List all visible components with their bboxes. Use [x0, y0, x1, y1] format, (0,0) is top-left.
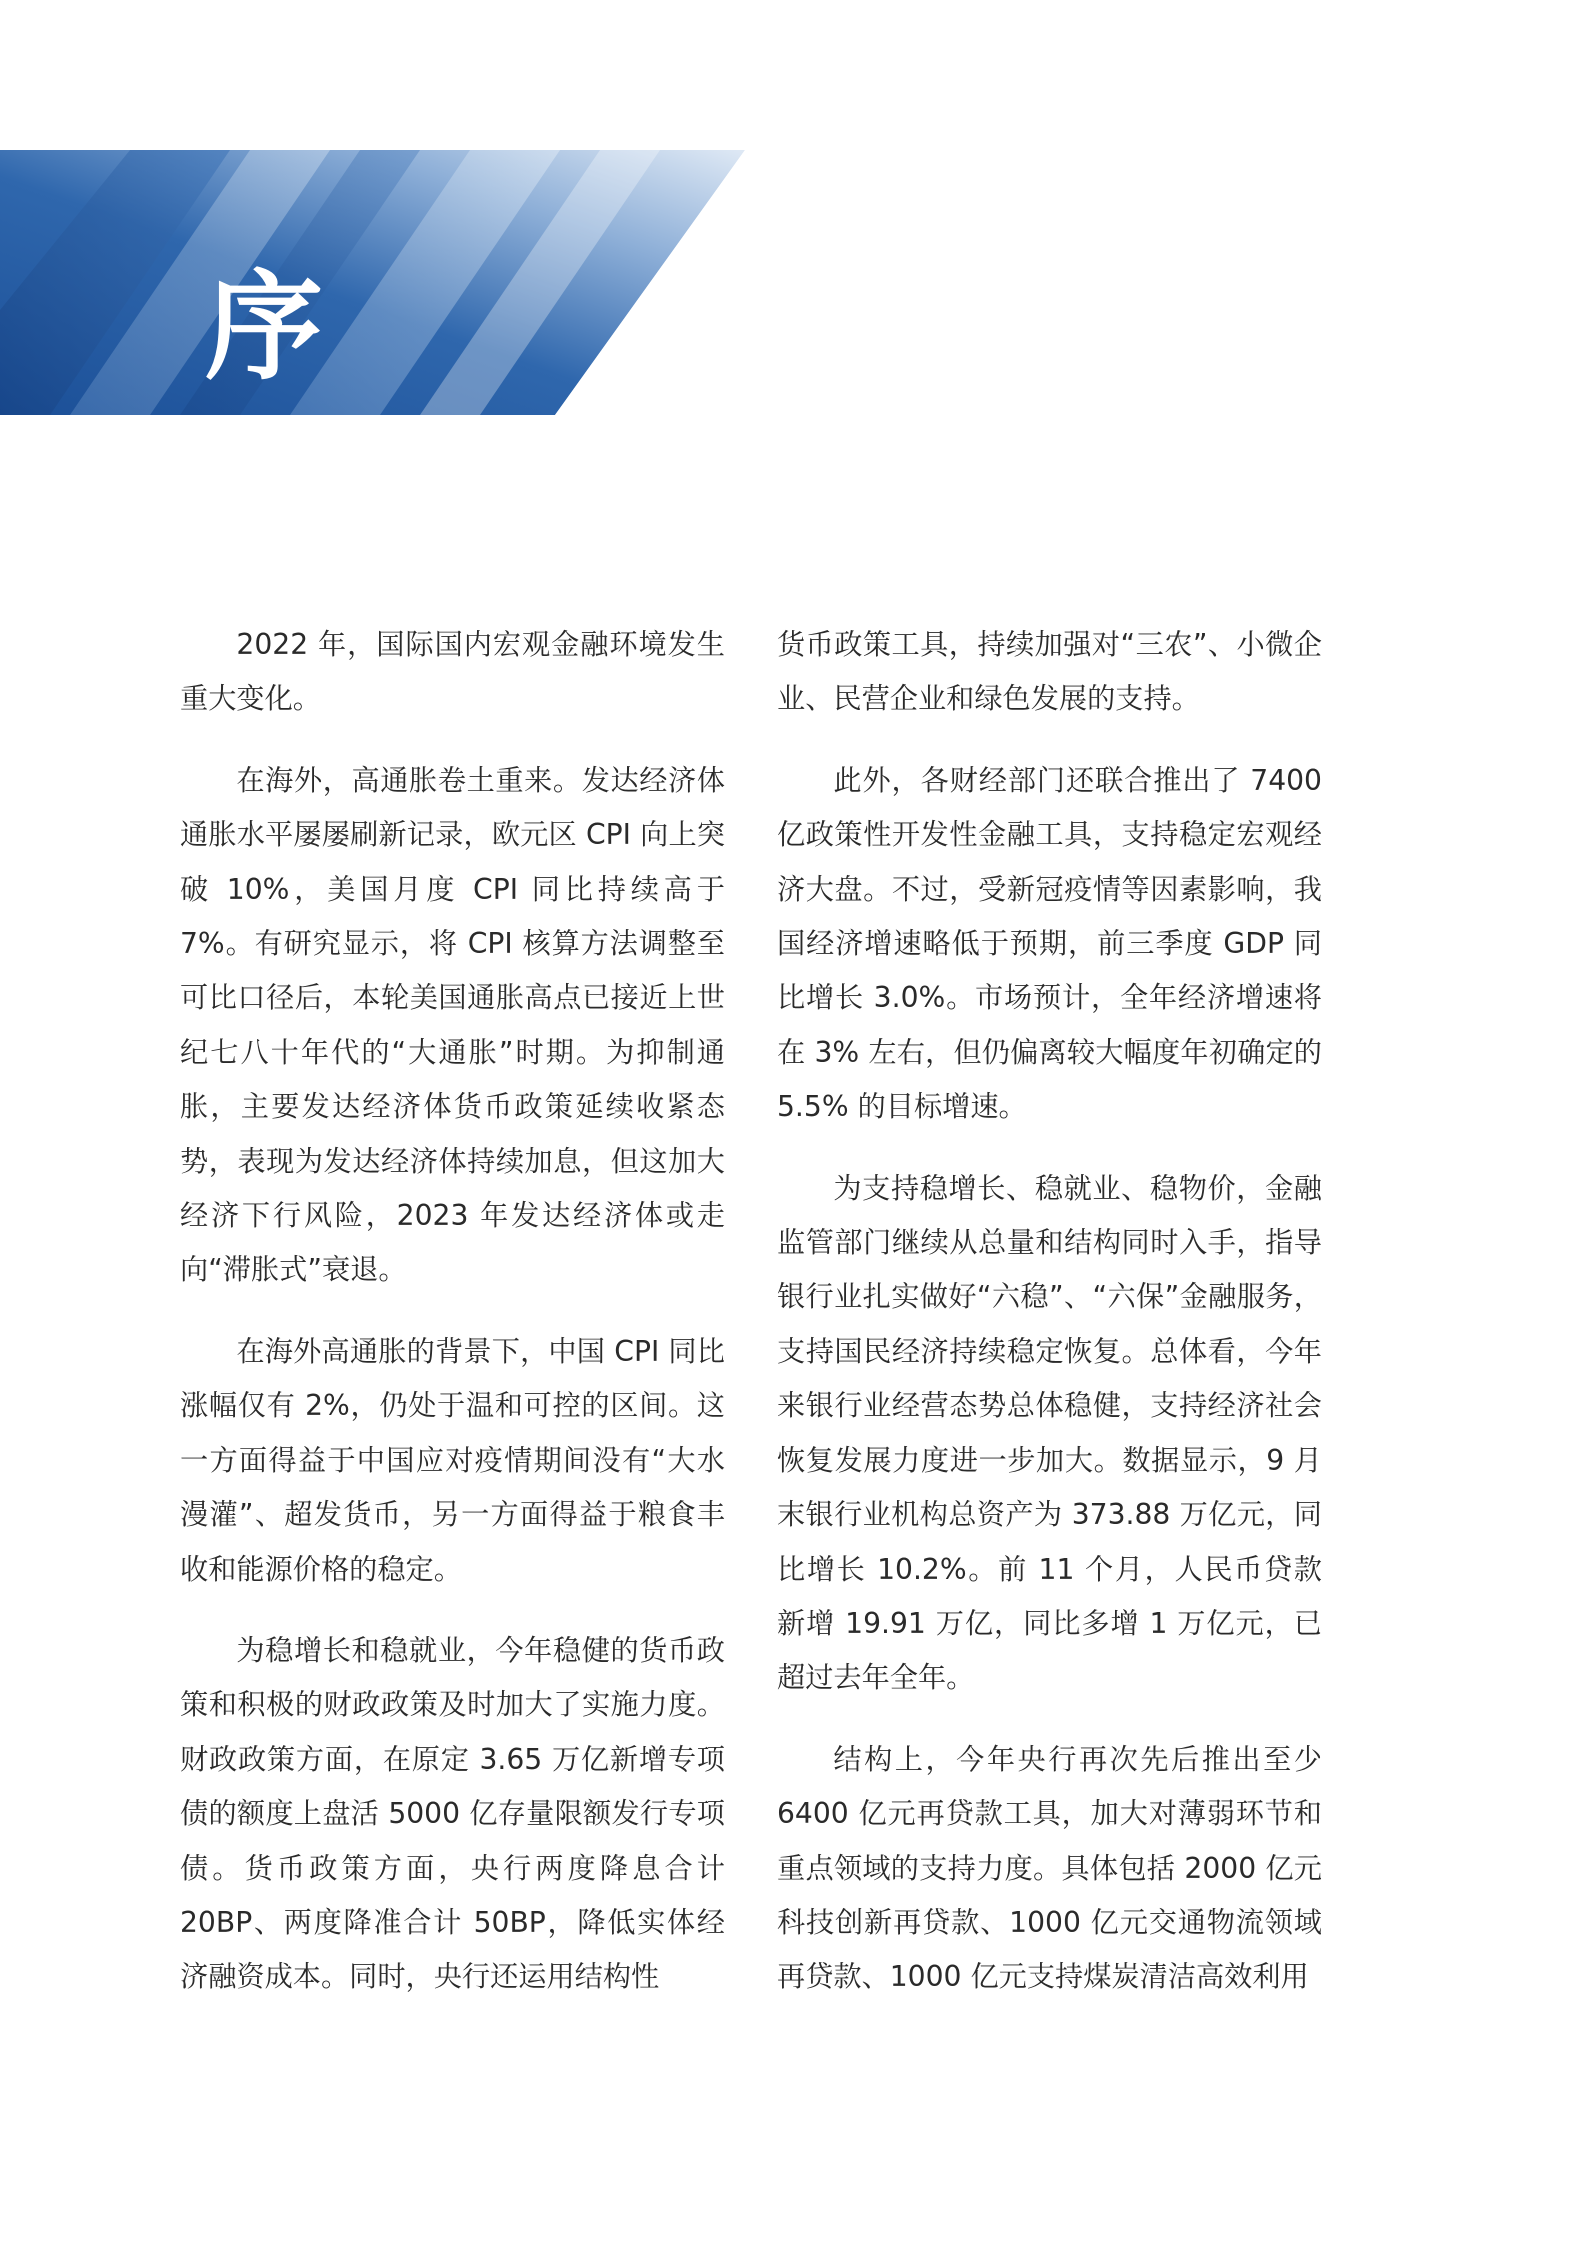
- paragraph: 在海外高通胀的背景下，中国 CPI 同比涨幅仅有 2%，仍处于温和可控的区间。这一方面得益于中国应对疫情期间没有“大水漫灌”、超发货币，另一方面得益于粮食丰收和能源价格的稳定。: [180, 1334, 725, 1586]
- left-column: [180, 618, 725, 2032]
- paragraph: 此外，各财经部门还联合推出了 7400 亿政策性开发性金融工具，支持稳定宏观经济大盘。不过，受新冠疫情等因素影响，我国经济增速略低于预期，前三季度 GDP 同比增长 3.0%。市场预计，全年经济增速将在 3% 左右，但仍偏离较大幅度年初确定的 5.5% 的目标增速。: [777, 763, 1322, 1124]
- paragraph-continued: 货币政策工具，持续加强对“三农”、小微企业、民营企业和绿色发展的支持。: [777, 628, 1322, 716]
- paragraph: 为支持稳增长、稳就业、稳物价，金融监管部门继续从总量和结构同时入手，指导银行业扎实做好“六稳”、“六保”金融服务，支持国民经济持续稳定恢复。总体看，今年来银行业经营态势总体稳健，支持经济社会恢复发展力度进一步加大。数据显示，9 月末银行业机构总资产为 373.88 万亿元，同比增长 10.2%。前 11 个月，人民币贷款新增 19.91 万亿，同比多增 1 万亿元，已超过去年全年。: [777, 1171, 1322, 1695]
- header-banner: [0, 150, 760, 415]
- right-column: [777, 618, 1322, 2032]
- banner-graphic: [0, 150, 760, 415]
- paragraph: 在海外，高通胀卷土重来。发达经济体通胀水平屡屡刷新记录，欧元区 CPI 向上突破 10%，美国月度 CPI 同比持续高于 7%。有研究显示，将 CPI 核算方法调整至可比口径后，本轮美国通胀高点已接近上世纪七八十年代的“大通胀”时期。为抑制通胀，主要发达经济体货币政策延续收紧态势，表现为发达经济体持续加息，但这加大经济下行风险，2023 年发达经济体或走向“滞胀式”衰退。: [180, 763, 725, 1287]
- paragraph: 2022 年，国际国内宏观金融环境发生重大变化。: [180, 628, 725, 716]
- paragraph: 结构上，今年央行再次先后推出至少 6400 亿元再贷款工具，加大对薄弱环节和重点领域的支持力度。具体包括 2000 亿元科技创新再贷款、1000 亿元交通物流领域再贷款、1000 亿元支持煤炭清洁高效利用: [777, 1742, 1322, 1994]
- page-title: 序: [205, 258, 324, 396]
- paragraph: 为稳增长和稳就业，今年稳健的货币政策和积极的财政政策及时加大了实施力度。财政政策方面，在原定 3.65 万亿新增专项债的额度上盘活 5000 亿存量限额发行专项债。货币政策方面，央行两度降息合计 20BP、两度降准合计 50BP，降低实体经济融资成本。同时，央行还运用结构性: [180, 1633, 725, 1994]
